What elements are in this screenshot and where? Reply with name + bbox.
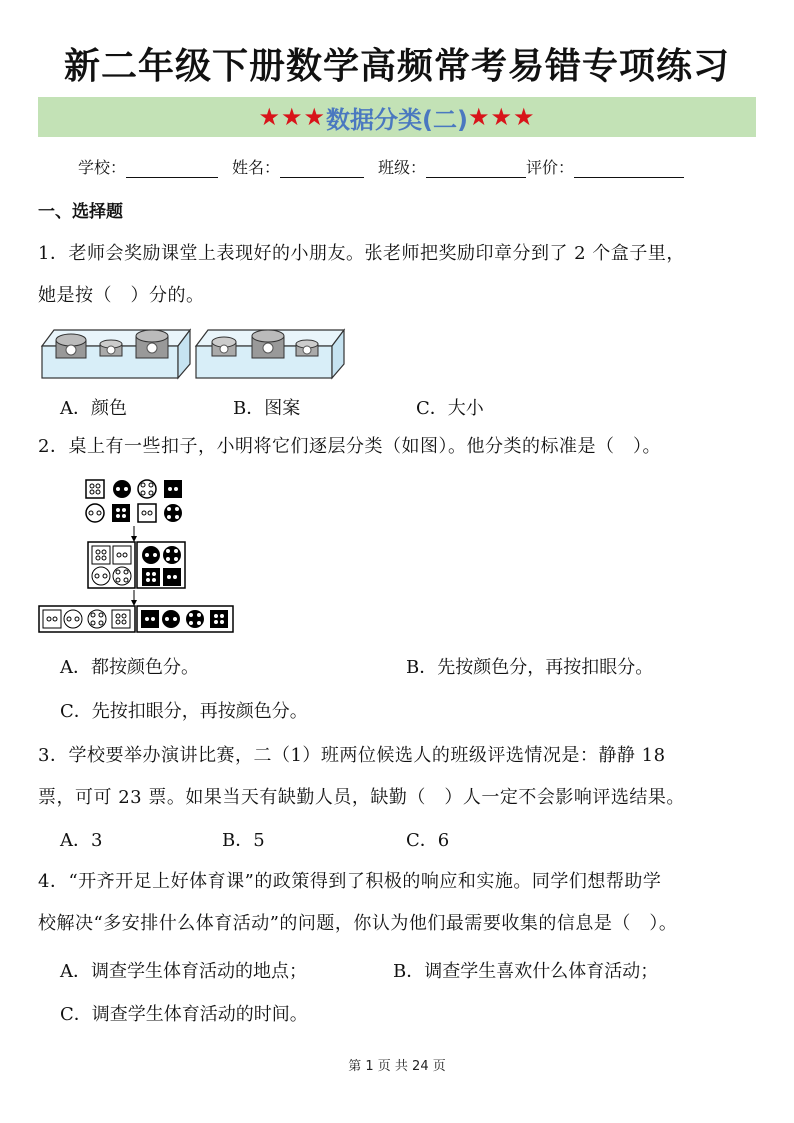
stamp-icon <box>136 330 168 358</box>
buttons-classification-figure <box>38 476 238 634</box>
class-label: 班级： <box>378 158 427 177</box>
stamp-icon <box>100 340 122 356</box>
stamp-box-1 <box>42 330 190 378</box>
option-c[interactable]: C．6 <box>406 830 450 851</box>
arrow-down-icon <box>131 536 137 542</box>
school-label: 学校： <box>78 158 127 177</box>
banner-subtitle: 数据分类(二) <box>326 105 468 134</box>
question-text: 校解决“多安排什么体育活动”的问题，你认为他们最需要收集的信息是（ ）。 <box>38 913 678 934</box>
stamp-icon <box>252 330 284 358</box>
option-b[interactable]: B．先按颜色分，再按扣眼分。 <box>406 657 654 678</box>
question-1 <box>38 233 758 317</box>
star-icon: ★★★ <box>467 103 536 131</box>
question-text: 2．桌上有一些扣子，小明将它们逐层分类（如图）。他分类的标准是（ ）。 <box>38 436 661 457</box>
rating-label: 评价： <box>526 158 575 177</box>
option-c[interactable]: C．大小 <box>416 398 484 419</box>
page-footer: 第 1 页 共 24 页 <box>348 1059 446 1074</box>
stamp-icon <box>56 334 86 358</box>
arrow-down-icon <box>131 600 137 606</box>
question-3 <box>38 735 758 819</box>
stamp-boxes-figure <box>40 324 360 382</box>
color-groups <box>88 542 185 588</box>
option-b[interactable]: B．5 <box>222 830 265 851</box>
page-title: 新二年级下册数学高频常考易错专项练习 <box>63 46 730 87</box>
unsorted-buttons <box>86 480 182 522</box>
option-b[interactable]: B．调查学生喜欢什么体育活动； <box>393 961 659 982</box>
stamp-box-2 <box>196 330 344 378</box>
school-field[interactable] <box>126 161 218 178</box>
question-text: 3．学校要举办演讲比赛，二（1）班两位候选人的班级评选情况是：静静 18 <box>38 745 666 766</box>
question-4 <box>38 861 758 945</box>
class-field[interactable] <box>426 161 526 178</box>
question-2 <box>38 426 758 468</box>
hole-groups <box>39 606 233 632</box>
question-text: 票，可可 23 票。如果当天有缺勤人员，缺勤（ ）人一定不会影响评选结果。 <box>38 787 685 808</box>
stamp-icon <box>296 340 318 356</box>
rating-field[interactable] <box>574 161 684 178</box>
option-a[interactable]: A．调查学生体育活动的地点； <box>60 961 307 982</box>
option-a[interactable]: A．3 <box>60 830 103 851</box>
option-a[interactable]: A．都按颜色分。 <box>60 657 199 678</box>
name-label: 姓名： <box>232 158 281 177</box>
section-heading: 一、选择题 <box>38 202 123 222</box>
star-icon: ★★★ <box>258 103 327 131</box>
stamp-icon <box>212 337 236 356</box>
student-info-row <box>78 155 698 178</box>
option-b[interactable]: B．图案 <box>233 398 301 419</box>
question-text: 4．“开齐开足上好体育课”的政策得到了积极的响应和实施。同学们想帮助学 <box>38 871 662 892</box>
option-c[interactable]: C．先按扣眼分，再按颜色分。 <box>60 701 308 722</box>
option-a[interactable]: A．颜色 <box>60 398 127 419</box>
question-text: 她是按（ ）分的。 <box>38 285 205 306</box>
option-c[interactable]: C．调查学生体育活动的时间。 <box>60 1004 308 1025</box>
name-field[interactable] <box>280 161 364 178</box>
section-banner <box>38 97 756 137</box>
question-text: 1．老师会奖励课堂上表现好的小朋友。张老师把奖励印章分到了 2 个盒子里， <box>38 243 685 264</box>
